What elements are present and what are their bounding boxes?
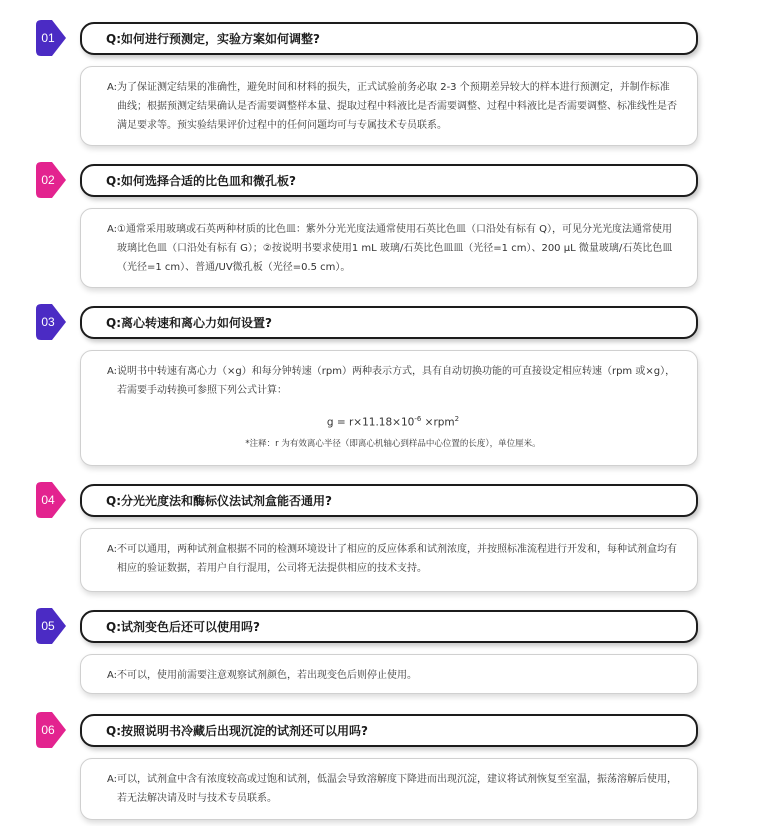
number-badge-02-label: 02 [41, 173, 55, 187]
question-06[interactable] [80, 714, 698, 747]
answer-01-text: A:为了保证测定结果的准确性，避免时间和材料的损失，正式试验前务必取 2-3 个预期差异较大的样本进行预测定，并制作标准曲线；根据预测定结果确认是否需要调整样本量、提取过程中料液比是否需要调整、过程中料液比是否需要调整、标准线性是否满足要求等。预实验结果评价过程中的任何问题均可与专属技术专员联系。 [107, 82, 677, 131]
number-badge-03 [36, 304, 66, 340]
answer-02-text: A:①通常采用玻璃或石英两种材质的比色皿：紫外分光光度法通常使用石英比色皿（口沿处有标有 Q），可见分光光度法通常使用玻璃比色皿（口沿处有标有 G）；②按说明书要求使用1 mL 玻璃/石英比色皿皿（光径=1 cm）、200 μL 微量玻璃/石英比色皿（光径=1 cm）、普通/UV微孔板（光径=0.5 cm）。 [107, 224, 673, 273]
question-05[interactable] [80, 610, 698, 643]
question-02[interactable] [80, 164, 698, 197]
answer-01 [80, 66, 698, 146]
number-badge-06 [36, 712, 66, 748]
question-05-text: Q:试剂变色后还可以使用吗? [106, 620, 260, 634]
answer-06 [80, 758, 698, 820]
answer-02 [80, 208, 698, 288]
number-badge-01-label: 01 [41, 31, 55, 45]
answer-05-text: A:不可以，使用前需要注意观察试剂颜色，若出现变色后则停止使用。 [107, 670, 418, 681]
number-badge-06-label: 06 [41, 723, 55, 737]
answer-06-text: A:可以，试剂盒中含有浓度较高或过饱和试剂，低温会导致溶解度下降进而出现沉淀，建议将试剂恢复至室温，振荡溶解后使用，若无法解决请及时与技术专员联系。 [107, 774, 678, 804]
question-02-text: Q:如何选择合适的比色皿和微孔板? [106, 174, 296, 188]
answer-04-text: A:不可以通用，两种试剂盒根据不同的检测环境设计了相应的反应体系和试剂浓度，并按照标准流程进行开发和，每种试剂盒均有相应的验证数据，若用户自行混用，公司将无法提供相应的技术支持。 [107, 544, 678, 574]
answer-04 [80, 528, 698, 592]
number-badge-05 [36, 608, 66, 644]
number-badge-03-label: 03 [41, 315, 55, 329]
number-badge-05-label: 05 [41, 619, 55, 633]
number-badge-04 [36, 482, 66, 518]
answer-03-text: A:说明书中转速有离心力（×g）和每分钟转速（rpm）两种表示方式，具有自动切换功能的可直接设定相应转速（rpm 或×g），若需要手动转换可参照下列公式计算： [107, 366, 676, 396]
question-03-text: Q:离心转速和离心力如何设置? [106, 316, 272, 330]
number-badge-01 [36, 20, 66, 56]
formula-note: *注释：r 为有效离心半径（即离心机轴心到样品中心位置的长度），单位厘米。 [245, 438, 541, 449]
question-06-text: Q:按照说明书冷藏后出现沉淀的试剂还可以用吗? [106, 724, 368, 738]
answer-03 [80, 350, 698, 466]
question-04[interactable] [80, 484, 698, 517]
number-badge-02 [36, 162, 66, 198]
answer-05 [80, 654, 698, 694]
question-04-text: Q:分光光度法和酶标仪法试剂盒能否通用? [106, 494, 332, 508]
question-01-text: Q:如何进行预测定，实验方案如何调整? [106, 32, 320, 46]
number-badge-04-label: 04 [41, 493, 55, 507]
centrifuge-formula: $g = r\times 11.18\times 10^{-6} \times rpm^2$ [326, 415, 460, 429]
question-03[interactable] [80, 306, 698, 339]
question-01[interactable] [80, 22, 698, 55]
